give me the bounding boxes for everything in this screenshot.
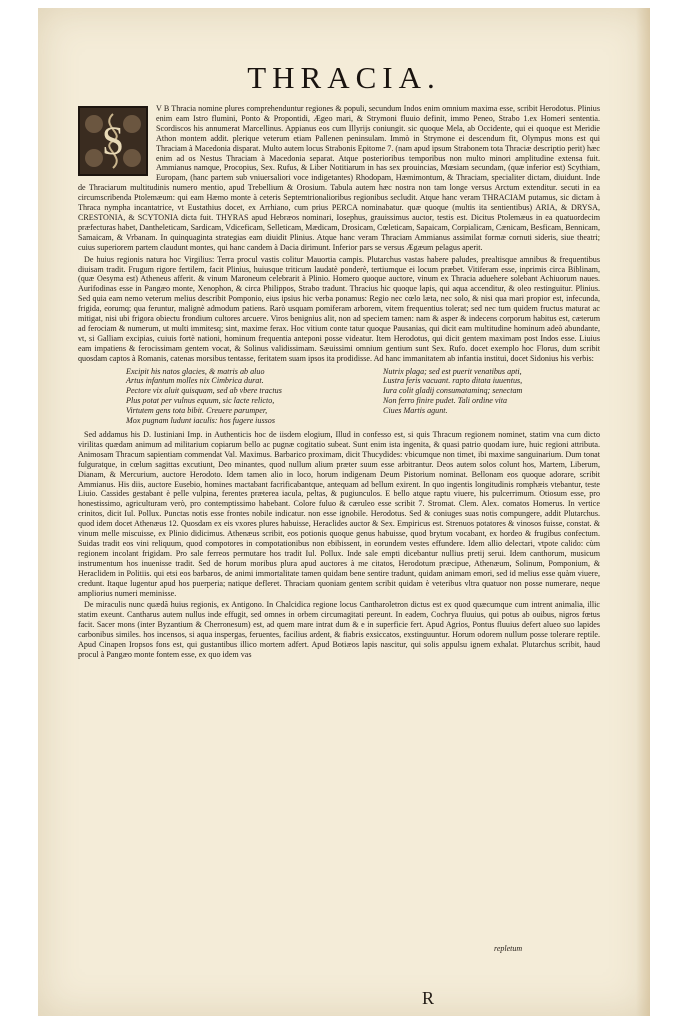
verse-left-6: Mox pugnam ludunt iaculis: hos fugere iussos [126, 416, 275, 426]
verse-left-5: Virtutem gens tota bibit. Creuere parumper, [126, 406, 268, 416]
verse-right-3: Iura colit gladij consumataminq; senectam [383, 386, 523, 396]
paragraph-4: De miraculis nunc quædã huius regionis, ex Antigono. In Chalcidica regione locus Cantharoletron dictus est ex quod quæcumque cum intrent animalia, illic statim exeunt. Cantharus autem nullus inde effugit, sed omnes in orbem circumagitati pereunt. In eadem, Cochrya fluuius, qui potus ab ouibus, nigros fœtus facit. Sacer mons (inter Byzantium & Cherronesum) est, ad quem mare intrat dum & e in superficie fert. Apud Agrios, Pontus fluuius defert alueo suo lapides carbonibus similes. hos incensos, si aqua inspergas, feruentes, facilius ardent, & fiabris exsiccatos, exstinguuntur. Horum odorem nullum posse tolerare reptile. Apud Cinapen Iropsos fons est, qui gustantibus illico mortem adfert. Apud Botiæos lapis nascitur, qui solis appulsu ignem exhalat. Plutarchus scribit, haud procul à Pangæo monte fontem esse, ex quo idem vas [78, 600, 600, 659]
verse-right-5: Ciues Martis agunt. [383, 406, 448, 416]
verse-left-1: Excipit his natos glacies, & matris ab aluo [126, 366, 265, 376]
paragraph-3: Sed addamus his D. Iustiniani Imp. in Authenticis hoc de iisdem elogium, Illud in confesso est, si quis Thracum regionem nominet, statim vna cum dicto virilitas quædam animum ad militarium copiarum bello ac pugnæ cogitatio subeat. Sunt enim ista ingenita, & quasi patrio quodam iure, huic regioni attributa. Animosam Thracum sapientiam commendat Val. Maximus. Barbarico proximam, dicit Thucydides: vbicumque non timet, ibi maxime sanguinarium. Dum tonat fulguratque, in cœlum sagittas excutiunt, Deo minantes, quod nullum alium præter suum esse arbitrantur. Deos autem solos colunt hos, Martem, Liberum, Dianam, & Mercurium, auctore Herodoto. Idem tamen alio in loco, horum indigenam Deum Pistorium nominat. Bellonam eos quoque adorare, scribit Ammianus. His diis, auctore Eusebio, homines mactabant facrificabantque, antequam ad bellum exirent. In quo ingentis longitudinis romphæis vtebantur, teste Liuio. Cassides gestabant è pelle vulpina, ferentes præterea iacula, peltas, & pugiunculos. E bello atque raptu viuere, his pulcerrimum. Otiosum esse, pro honestissimo, agriculturam verò, pro contemptissimo habebant. Colore fuluo & cæruleo esse scribit 7. Stromat. Clem. Alex. comatos Homerus. In vertice crinitos, dicit Iul. Pollux. Punctas notis esse frontes nobile indicatur. non esse ignobile. Herodotus. Sed & coniuges suas notis compungere, addit Plutarchus. quod idem docet Athenæus 12. Quosdam ex eis vxores plures habuisse, Heraclides auctor & Sex. Empiricus est. Strenuos potatores & vinosos fuisse, constat. & vinum melle miscuisse, ex Plinio didicimus. Athenæus scribit, eos potionis quoque genus habuisse, quod brytum vocabant, ex hordeo & frugibus confectum. Suidas tradit eos vini reliquum, quod compotores in compotationibus non ebibissent, in eorundem vestes effundere. Idem allio delectari, vtpote calido: cùm regionem incolant frigidam. Pro sale ferreos permutare hos tradit Iul. Pollux. Inde sale empti dicebantur nullius pretij serui. Idem canthorum, musicum instrumentum hos inuenisse tradit. Sed de horum moribus plura apud auctores à me citatos, Herodotum præcipue, Athenæum, Solinum, Pomponium, & Heraclidem in Politiis. qui etsi eos barbaros, de animi immortalitate tamen quidam bene sentire tradunt, quidam animam emori, sed id melius esse quàm viuere, credunt. Itaque lugentur apud hos puerperia; natique defleret. Thraciam quoniam gentem scribit quidam è veteribus vltra quatuor non posse numerare, neque ampliorius numeri meminisse. [78, 430, 600, 598]
paragraph-2: De huius regionis natura hoc Virgilius: Terra procul vastis colitur Mauortia campis. Plutarchus vastas habere paludes, prealtisque amnibus & frequentibus diuisam tradit. Frugum rigore fertilem, facit Plinius, huiusque triticum laudatè ponderè, tertiumque ei locum præbet. Vitiferam esse, inprimis circa Biblinam, (quæ Oesyma est) Atheneus afferit. & vinum Maroneum celebrarit à Plinio. Homero quoque auctore, vinum ex Thracia aduehere solebant Achiuorum naues. Aurifodinas esse in Pangæo monte, Xenophon, & circa Philippos, Strabo tradunt. Thracius hic quoque lapis, qui aqua accenditur, & oleo restinguitur. Plinius. Sed quia eam nemo veterum melius describit Pomponio, eius ipsius hic verba ponamus: Regio nec cœlo læta, nec solo, & nisi qua mari propior est, infecunda, frigida, eorumq; qua feruntur, malignè admodum patiens. Rarò usquam pomiferam arborem, vitem frequentius tolerat; sed nec tum quidem fructus maturat ac mitigat, nisi ubi frigora obiectu frondium cultores arcuere. Viros benignius alit, non ad speciem tamen: nam & asper & indecens corporum habitus est, cæterum ad ferociam & numerum, ut multi immitesq; sint, maxime ferax. Hoc vitium conte tatur quoque Pausanias, qui dicit eam multitudine hominum adeò abundante, vt, si Galliam excipias, cuiuis fortè nationi, hominum frequentia anteponi posse videatur. Item Herodotus, qui dicit gentem maximam post Indos esse. Liuius eam impatiens & ferocissimam gentem vocat, & Solinus validissimam. Sæuissimi omnium gentium sunt Sex. Rufo. docet exemplo hoc Florus, dum scribit quosdam captos à Romanis, catenas morsibus tentasse, feritatem suam ipsos ita prodidisse. Ad hanc immanitatem ab infantia institui, docet Sidonius his verbis: [78, 254, 600, 363]
decorated-initial-s-icon [78, 106, 148, 176]
verse-left-4: Plus potat per vulnus equum, sic lacte relicto, [126, 396, 275, 406]
page-title: THRACIA. [247, 60, 441, 95]
initial-ornament-icon [80, 108, 146, 174]
verse-block [126, 367, 600, 426]
svg-text:S: S [101, 118, 125, 163]
page-sheet [38, 8, 650, 1016]
verse-right-2: Lustra feris vacuant. rapto ditata iuuentus, [383, 376, 523, 386]
signature-mark: R [422, 988, 435, 1008]
verse-right-1: Nutrix plaga; sed est puerit venatibus apti, [383, 366, 522, 376]
verse-right-6 [383, 416, 600, 426]
verse-left-3: Pectore vix aluit quisquam, sed ab vbere tractus [126, 386, 282, 396]
paragraph-1-text: V B Thracia nomine plures comprehenduntur regiones & populi, secundum Indos enim omnium maxima esse, scribit Herodotus. Plinius enim eam Istro flumini, Ponto & Propontidi, Ægeo mari, & Strymoni fluuio definit, immo Peneo, Strabo 1.ex Homeri sententia. Scordiscos his annumerat Marcellinus. Appianus eos cum Illyrijs coniungit. sic quoque Mela, ab Occidente, qui ei quoque est Meridie Athon montem addit. plerique veterum etiam Pallenen peninsulam. Immò in Strymone ei descendum fit, Olympus mons est qui Thraciam à Macedonia disparat. Multo autem locus Strabonis Epitome 7. (nam apud ipsum Strabonem tota Thraciæ descriptio perit) hæc enim ad os Nestus Thraciam à Macedonia separat. Atque posterioribus temporibus non multo minori amplitudine extensa fuit. Ammianus namque, Procopius, Sex. Rufus, & Liber Notitiarum in has sex prouincias, Mœsiam secundam, (quæ inferior est) Scythiam, Europam, (hanc partem sub vniuersaliori voce indigetantes) Rhodopam, Hæmimontum, & Thraciam, specialiter dictam, diuidunt. Inde de Thraciarum multitudinis numero mentio, apud Trebellium & Orosium. Tabula autem hæc nostra non tam longe versus Arctum extenditur. secuti in ea circumscribenda Ptolemæum: qui eam Hæmo monte à ceteris Septemtrionalioribus regionibus secludit. Atque hanc veram THRACIAM putamus, sic dictam à Thraca nympha incantatrice, vt Eustathius docet, ex Arrhiano, cum prius PERCA nominabatur. quæ quoque (multis ita sentientibus) ARIA, & DRYSA, CRESTONIA, & SCYTONIA dicta fuit. THYRAS apud Hebræos nominari, Iosephus, grauissimus auctor, testis est. Dicitus Ptolemæus in ea quatuordecim præfecturas habet, Dantheleticam, Sardicam, Vdiceficam, Selleticam, Mædicam, Drosicam, Cœleticam, Sapaicam, Corpialicam, Cænicam, Besficam, Bennicam, Samaicam, & Vrbanam. In quinquaginta strategias eam diuidit Plinius. Atque hanc veram Thraciam Ammianus assimilat formæ cornuti sideris, siue theatri; cuius superiorem partem claudunt montes, qui hanc candem à Dacia dirimunt. Inferior pars se versus Ægæum pelagus aperit. [78, 104, 600, 252]
paragraph-1 [78, 104, 600, 253]
body-text [78, 104, 600, 662]
catchword: repletum [494, 944, 523, 953]
verse-left-2: Artus infantum molles nix Cimbrica durat. [126, 376, 264, 386]
verse-right-4: Non ferro finire pudet. Tali ordine vita [383, 396, 508, 406]
